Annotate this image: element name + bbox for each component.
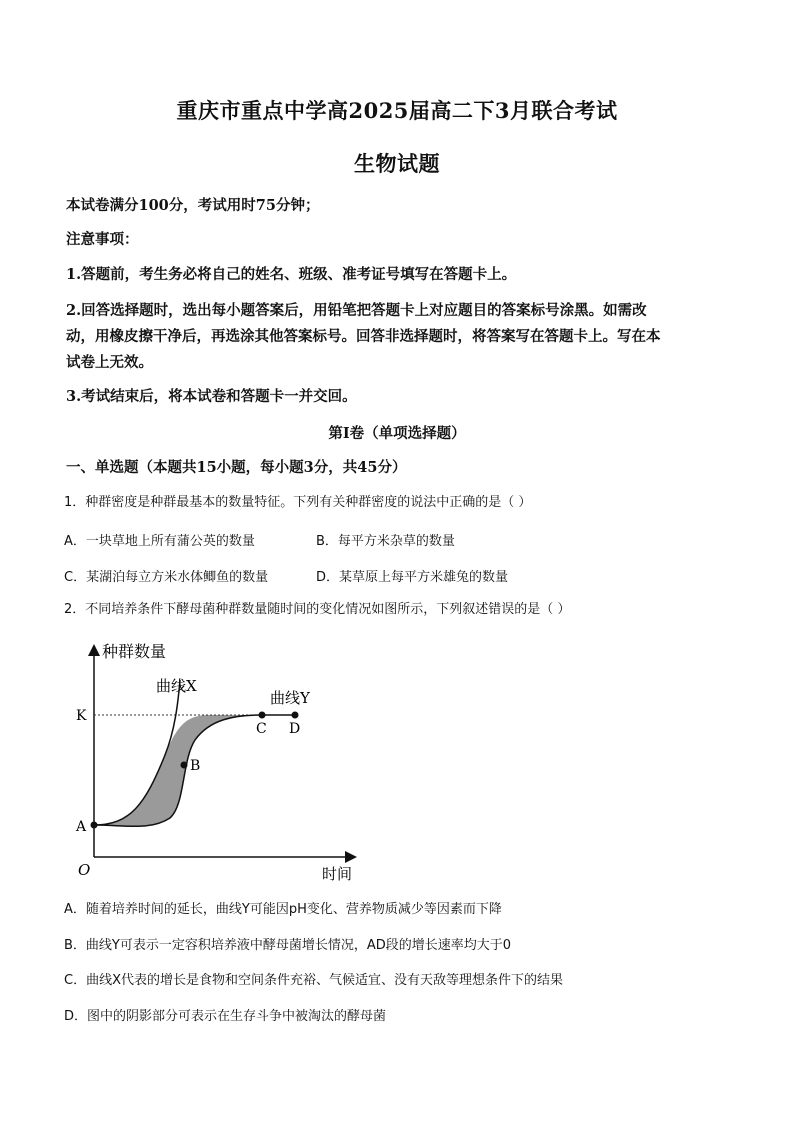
k-label: K (76, 708, 87, 724)
origin-label: O (78, 861, 91, 879)
note-1: 1.答题前，考生务必将自己的姓名、班级、准考证号填写在答题卡上。 (66, 266, 517, 283)
q1-option-d: D．某草原上每平方米雄兔的数量 (316, 570, 509, 585)
point-b (181, 762, 188, 769)
volume-heading: 第Ⅰ卷（单项选择题） (328, 425, 466, 442)
q1-option-b: B．每平方米杂草的数量 (316, 534, 455, 549)
notes-heading: 注意事项： (66, 231, 139, 248)
curve-y-label: 曲线Y (270, 689, 310, 707)
shaded-region (94, 715, 262, 826)
note-3: 3.考试结束后，将本试卷和答题卡一并交回。 (66, 388, 357, 405)
note-2-line-2: 动，用橡皮擦干净后，再选涂其他答案标号。回答非选择题时，将答案写在答题卡上。写在本 (66, 328, 661, 345)
score-line: 本试卷满分100分，考试用时75分钟； (66, 197, 320, 214)
note-2-line-1: 2.回答选择题时，选出每小题答案后，用铅笔把答题卡上对应题目的答案标号涂黑。如需改 (66, 302, 647, 319)
population-growth-figure (70, 635, 370, 885)
q1-option-c: C．某湖泊每立方米水体鲫鱼的数量 (64, 570, 269, 585)
point-b-label: B (190, 758, 201, 774)
exam-title: 重庆市重点中学高2025届高二下3月联合考试 (176, 98, 618, 123)
note-2-line-3: 试卷上无效。 (66, 354, 153, 371)
point-d (292, 712, 299, 719)
q2-stem: 2．不同培养条件下酵母菌种群数量随时间的变化情况如图所示，下列叙述错误的是（ ） (64, 602, 571, 617)
section-heading: 一、单选题（本题共15小题，每小题3分，共45分） (66, 459, 407, 476)
point-d-label: D (289, 721, 301, 737)
q2-option-a: A．随着培养时间的延长，曲线Y可能因pH变化、营养物质减少等因素而下降 (64, 902, 502, 917)
point-a-label: A (76, 819, 87, 835)
point-c (259, 712, 266, 719)
y-axis-label: 种群数量 (102, 642, 167, 661)
point-c-label: C (256, 721, 267, 737)
q2-option-d: D．图中的阴影部分可表示在生存斗争中被淘汰的酵母菌 (64, 1009, 387, 1024)
point-a (91, 822, 98, 829)
x-axis-label: 时间 (322, 865, 353, 883)
q2-option-c: C．曲线X代表的增长是食物和空间条件充裕、气候适宜、没有天敌等理想条件下的结果 (64, 973, 563, 988)
exam-subtitle: 生物试题 (354, 151, 440, 176)
curve-x-label: 曲线X (156, 677, 197, 695)
q1-stem: 1．种群密度是种群最基本的数量特征。下列有关种群密度的说法中正确的是（ ） (64, 495, 532, 510)
q1-option-a: A．一块草地上所有蒲公英的数量 (64, 534, 255, 549)
q2-option-b: B．曲线Y可表示一定容积培养液中酵母菌增长情况，AD段的增长速率均大于0 (64, 938, 512, 953)
